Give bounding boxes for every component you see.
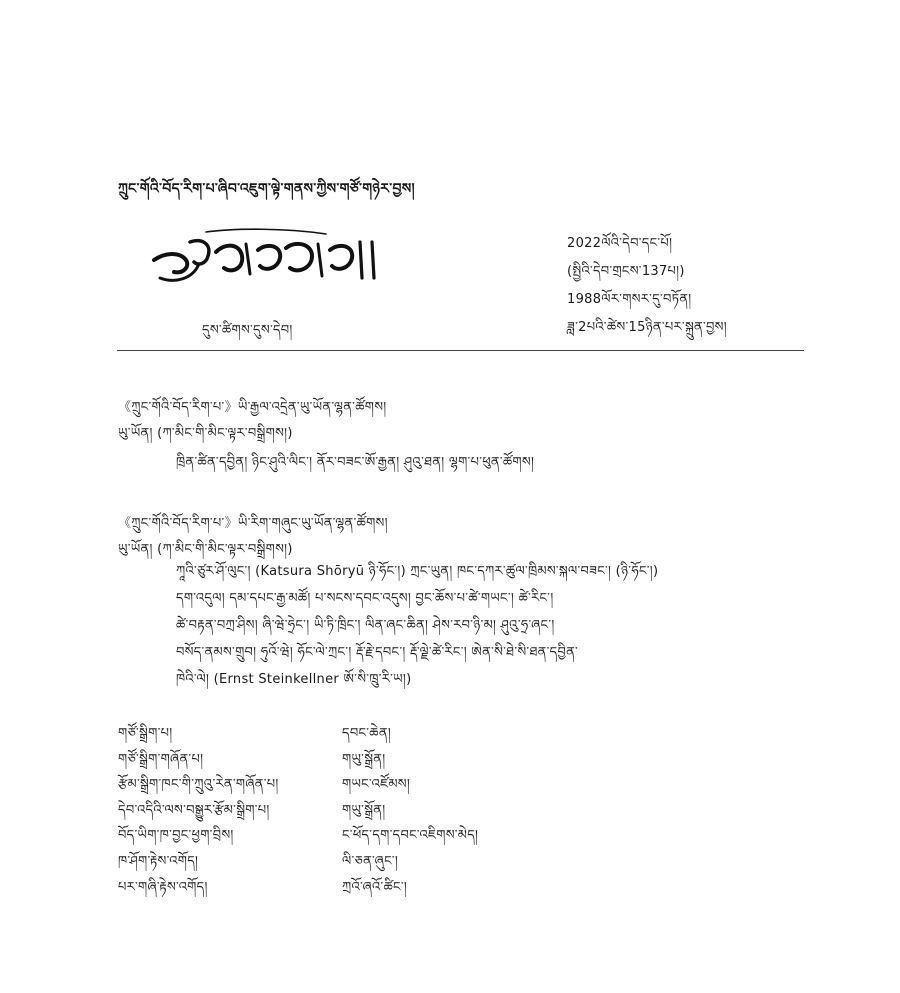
- staff-role: རྩོམ་སྒྲིག་ཁང་གི་ཀྲུའུ་རེན་གཞོན་པ།: [118, 777, 279, 793]
- publisher-line: ཀྲུང་གོའི་བོད་རིག་པ་ཞིབ་འཇུག་ལྟེ་གནས་ཀྱིས་གཙོ་གཉེར་བྱས།: [118, 181, 415, 197]
- staff-row: [118, 872, 678, 898]
- horizontal-divider: [117, 350, 804, 351]
- staff-role: ཁ་ཤོག་རྟེས་འགོད།: [118, 853, 199, 869]
- editorial-staff-list: [118, 718, 678, 897]
- publication-frequency: དུས་ཚིགས་དུས་དེབ།: [202, 323, 293, 338]
- founded-year: 1988ལོར་གསར་དུ་བཏོན།: [567, 292, 692, 307]
- staff-name: གཡུ་སྒྲོན།: [342, 802, 386, 818]
- publication-date: ཟླ་2པའི་ཚེས་15ཉིན་པར་སྐྲུན་བྱས།: [567, 320, 727, 335]
- domestic-board-members: ཁྲིན་ཚིན་དབྱིན། ཉིང་ཤུའི་ལིང་། ནོར་བཟང་ཨོ་རྒྱན། ཤུའུ་ཐན། ལྷག་པ་ཕུན་ཚོགས།: [176, 455, 535, 470]
- staff-row: [118, 769, 678, 795]
- staff-role: པར་གཞི་རྟེས་འགོད།: [118, 879, 208, 895]
- member-line: བསོད་ནམས་གྲུབ། ཧུའོ་ཝེ། ཧོང་ལེ་ཀྲང་། རྡོ་རྗེ་དབང་། རྡོ་ལྗེ་ཚེ་རིང་། ཨེན་སི་ཐེ་སི་ཐན་དབྱིན་: [176, 645, 579, 660]
- staff-row: [118, 795, 678, 821]
- staff-row: [118, 744, 678, 770]
- staff-role: བོད་ཡིག་ཁ་བྱང་ཕྱག་བྲིས།: [118, 828, 234, 844]
- staff-role: དེབ་འདིའི་ལས་བསྒྱུར་རྩོམ་སྒྲིག་པ།: [118, 802, 270, 818]
- domestic-board-title: 《ཀྲུང་གོའི་བོད་རིག་པ་》ཡི་རྒྱལ་འདྲེན་ཡུ་ཡོན་ལྷན་ཚོགས།: [118, 400, 387, 415]
- academic-board-title: 《ཀྲུང་གོའི་བོད་རིག་པ་》ཡི་རིག་གཞུང་ཡུ་ཡོན་ལྷན་ཚོགས།: [118, 516, 388, 531]
- svg-text:ཀྲུང་གོའི་བོད་རིག་པ།: ཀྲུང་གོའི་བོད་རིག་པ།: [146, 222, 153, 223]
- staff-name: གཡང་འཛོམས།: [342, 777, 411, 793]
- academic-board-members: [176, 558, 658, 693]
- member-line: ཚེ་བརྟན་བཀྲ་ཤིས། ཞི་ཝེ་ཧྲེང་། ཡི་ཏི་ཁྲིང་། ལིན་ཞང་ཆིན། ཤེས་རབ་ཉི་མ། ཤུའུ་ཧྲ་ཞང་།: [176, 618, 555, 633]
- issue-number: 2022ལོའི་དེབ་དང་པོ།: [567, 236, 673, 251]
- cumulative-issue-number: (སྤྱིའི་དེབ་གྲངས་137པ།): [567, 264, 685, 279]
- staff-row: [118, 846, 678, 872]
- journal-calligraphy-logo: [146, 222, 396, 292]
- staff-name: ལི་ཅན་ཞུང་།: [342, 853, 399, 869]
- academic-board-subtitle: ཡུ་ཡོན། (ཀ་མིང་གི་མིང་ལྟར་བསྒྲིགས།): [118, 542, 293, 557]
- member-line: ཀཱའི་ཙུར་ཤོ་ལུང་། (Katsura Shōryū ཉི་ཧོང་།) ཀྲང་ཡུན། ཁང་དཀར་ཚུལ་ཁྲིམས་སྐལ་བཟང་། (ཉི་ཧོང་།): [176, 564, 659, 579]
- staff-name: དབང་ཆེན།: [342, 726, 392, 741]
- staff-role: གཙོ་སྒྲིག་གཞོན་པ།: [118, 751, 204, 767]
- staff-name: ཀྲའོ་ཞའོ་ཚིང་།: [342, 879, 408, 895]
- staff-name: ང་ཕོད་དག་དབང་འཇིགས་མེད།: [342, 828, 479, 844]
- staff-row: [118, 718, 678, 744]
- staff-name: གཡུ་སྒྲོན།: [342, 751, 386, 767]
- member-line: དག་འདུལ། དམ་དཔང་རྒྱ་མཚོ། པ་སངས་དབང་འདུས། བྱང་ཆོས་པ་ཚེ་གཡང་། ཚེ་རིང་།: [176, 591, 554, 606]
- issue-info: [567, 230, 727, 342]
- staff-row: [118, 820, 678, 846]
- domestic-board-subtitle: ཡུ་ཡོན། (ཀ་མིང་གི་མིང་ལྟར་བསྒྲིགས།): [118, 426, 293, 441]
- member-line: ཁེའི་ལེ། (Ernst Steinkellner ཨོ་སི་ཁྲུ་རི་ཡ།): [176, 672, 412, 687]
- staff-role: གཙོ་སྒྲིག་པ།: [118, 726, 173, 741]
